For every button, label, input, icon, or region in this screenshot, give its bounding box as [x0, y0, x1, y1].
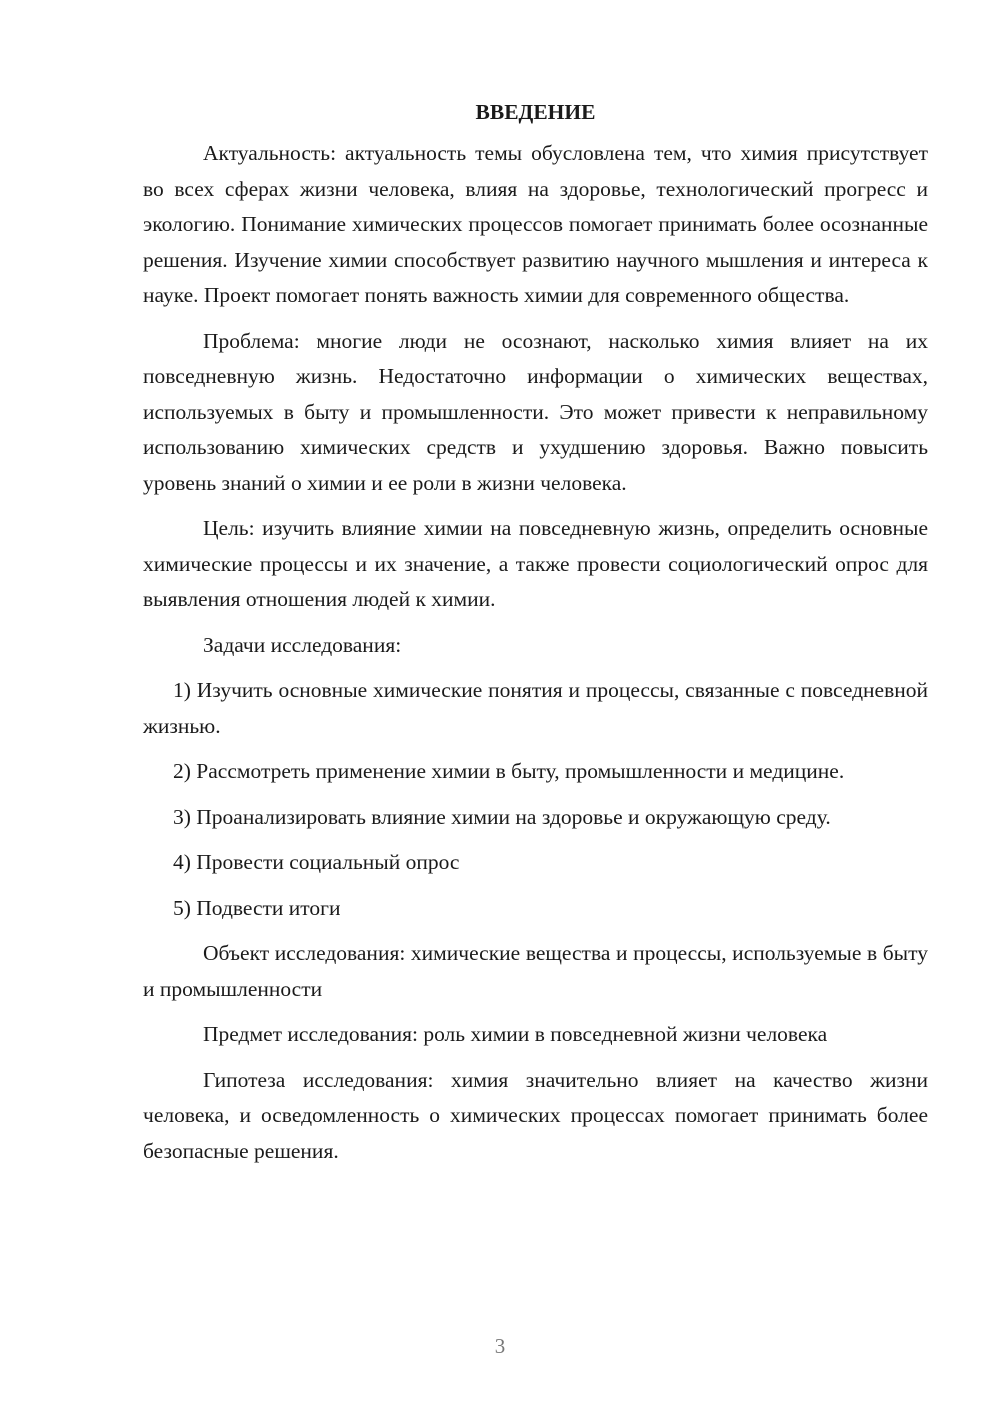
task-item: 2) Рассмотреть применение химии в быту, промышленности и медицине.: [173, 759, 845, 783]
object-paragraph: Объект исследования: химические вещества и процессы, используемые в быту и промышленности: [143, 941, 928, 1001]
goal-paragraph: Цель: изучить влияние химии на повседневную жизнь, определить основные химические процессы и их значение, а также провести социологический опрос для выявления отношения людей к химии.: [143, 516, 928, 611]
task-item: 4) Провести социальный опрос: [173, 850, 460, 874]
subject-paragraph: Предмет исследования: роль химии в повседневной жизни человека: [203, 1022, 828, 1046]
relevance-paragraph: Актуальность: актуальность темы обусловлена тем, что химия присутствует во всех сферах жизни человека, влияя на здоровье, технологический прогресс и экологию. Понимание химических процессов помогает принимать более осознанные решения. Изучение химии способствует развитию научного мышления и интереса к науке. Проект помогает понять важность химии для современного общества.: [143, 141, 928, 307]
problem-paragraph: Проблема: многие люди не осознают, насколько химия влияет на их повседневную жизнь. Недостаточно информации о химических веществах, используемых в быту и промышленности. Это может привести к неправильному использованию химических средств и ухудшению здоровья. Важно повысить уровень знаний о химии и ее роли в жизни человека.: [143, 328, 928, 495]
task-item: 3) Проанализировать влияние химии на здоровье и окружающую среду.: [173, 804, 831, 829]
task-item: 1) Изучить основные химические понятия и процессы, связанные с повседневной жизнью.: [143, 678, 928, 738]
document-body: [143, 96, 928, 1179]
tasks-heading: Задачи исследования:: [203, 632, 402, 657]
hypothesis-paragraph: Гипотеза исследования: химия значительно влияет на качество жизни человека, и осведомленность о химических процессах помогает принимать более безопасные решения.: [143, 1067, 928, 1163]
task-item: 5) Подвести итоги: [173, 895, 341, 920]
page-number: 3: [494, 1334, 506, 1358]
section-heading: ВВЕДЕНИЕ: [475, 100, 596, 124]
